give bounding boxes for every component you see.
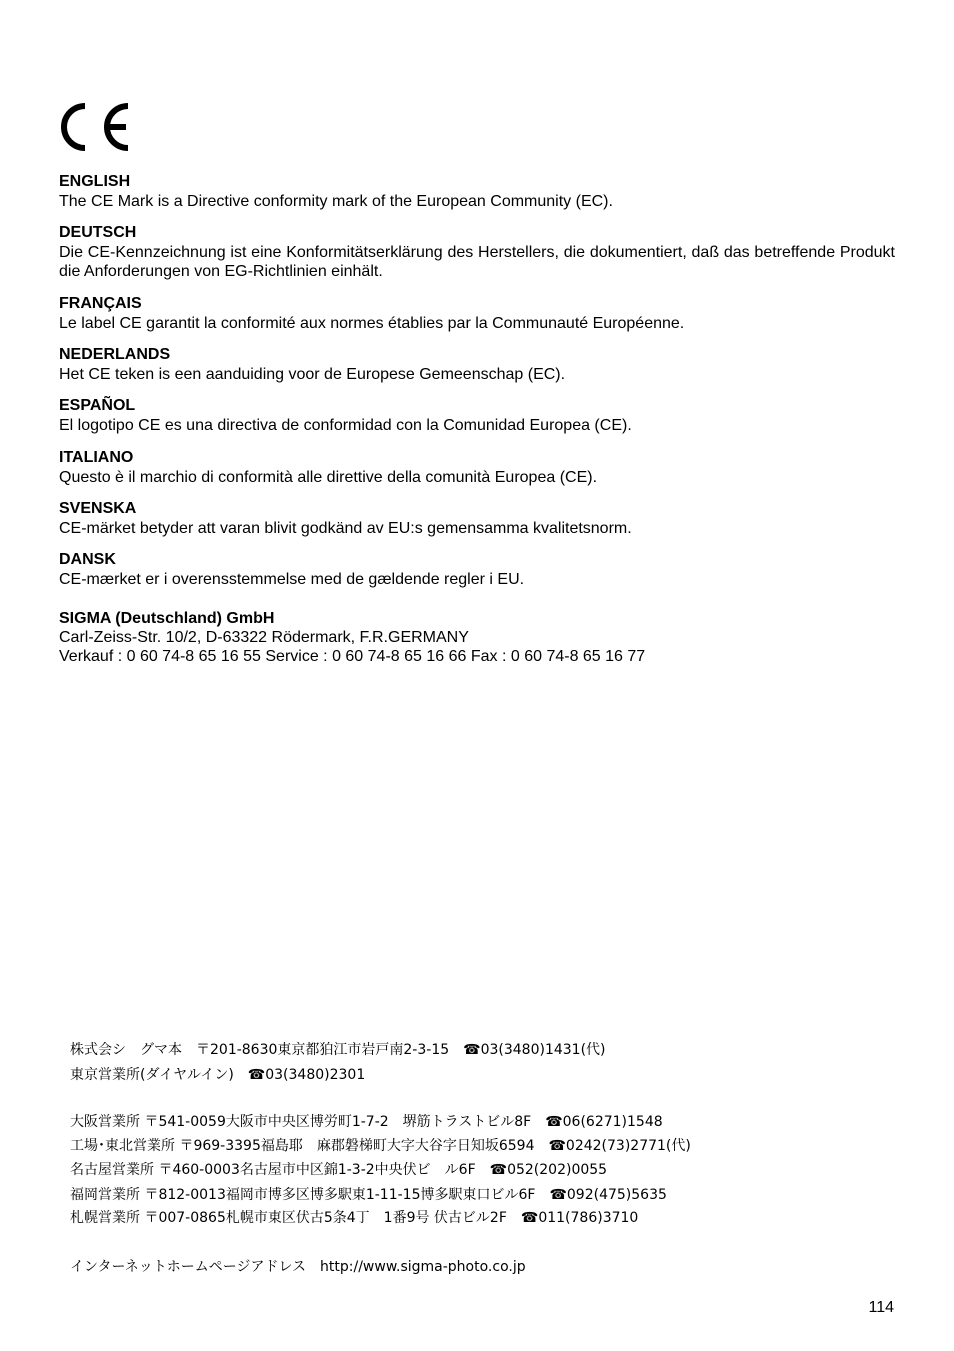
section-english	[59, 173, 895, 211]
page-number: 114	[868, 1299, 894, 1316]
section-heading: NEDERLANDS	[59, 346, 171, 363]
company-contacts: Verkauf : 0 60 74-8 65 16 55 Service : 0 60 74-8 65 16 66 Fax : 0 60 74-8 65 16 77	[59, 648, 646, 665]
section-francais	[59, 295, 895, 333]
jp-osaka-office: 大阪営業所 〒541-0059大阪市中央区博労町1-7-2 堺筋トラストビル8F ☎06(6271)1548	[70, 1114, 663, 1130]
section-text: Le label CE garantit la conformité aux normes établies par la Communauté Européenne.	[59, 315, 685, 332]
section-dansk	[59, 551, 895, 589]
section-heading: DEUTSCH	[59, 224, 137, 241]
section-deutsch	[59, 224, 895, 281]
section-text: The CE Mark is a Directive conformity mark of the European Community (EC).	[59, 193, 613, 210]
jp-website: インターネットホームページアドレス http://www.sigma-photo.co.jp	[70, 1259, 526, 1275]
jp-head-office: 株式会シ グマ本 〒201-8630東京都狛江市岩戸南2-3-15 ☎03(3480)1431(代)	[70, 1042, 606, 1058]
section-text: El logotipo CE es una directiva de conformidad con la Comunidad Europea (CE).	[59, 417, 632, 434]
section-text: Die CE-Kennzeichnung ist eine Konformitätserklärung des Herstellers, die dokumentiert, daß das betreffende Produkt die Anforderungen von EG-Richtlinien einhält.	[59, 244, 895, 280]
ce-mark-icon	[58, 100, 132, 154]
jp-sapporo-office: 札幌営業所 〒007-0865札幌市東区伏古5条4丁 1番9号 伏古ビル2F ☎011(786)3710	[70, 1210, 639, 1226]
company-name: SIGMA (Deutschland) GmbH	[59, 610, 275, 627]
section-svenska	[59, 500, 895, 538]
section-heading: SVENSKA	[59, 500, 137, 517]
section-heading: FRANÇAIS	[59, 295, 142, 312]
section-italiano	[59, 449, 895, 487]
section-text: CE-mærket er i overensstemmelse med de gældende regler i EU.	[59, 571, 525, 588]
section-nederlands	[59, 346, 895, 384]
jp-nagoya-office: 名古屋営業所 〒460-0003名古屋市中区錦1-3-2中央伏ビ ル6F ☎052(202)0055	[70, 1162, 608, 1178]
section-heading: ENGLISH	[59, 173, 131, 190]
section-heading: ITALIANO	[59, 449, 134, 466]
company-address: Carl-Zeiss-Str. 10/2, D-63322 Rödermark, F.R.GERMANY	[59, 629, 469, 646]
company-block	[59, 609, 895, 666]
jp-fukuoka-office: 福岡営業所 〒812-0013福岡市博多区博多駅東1-11-15博多駅東口ビル6F ☎092(475)5635	[70, 1187, 667, 1203]
jp-factory-tohoku-office: 工場･東北営業所 〒969-3395福島耶 麻郡磐梯町大字大谷字日知坂6594 ☎0242(73)2771(代)	[70, 1138, 691, 1154]
section-espanol	[59, 397, 895, 435]
section-heading: ESPAÑOL	[59, 397, 136, 414]
section-text: Het CE teken is een aanduiding voor de Europese Gemeenschap (EC).	[59, 366, 566, 383]
section-text: Questo è il marchio di conformità alle direttive della comunità Europea (CE).	[59, 469, 598, 486]
section-text: CE-märket betyder att varan blivit godkänd av EU:s gemensamma kvalitetsnorm.	[59, 520, 632, 537]
section-heading: DANSK	[59, 551, 116, 568]
jp-tokyo-office: 東京営業所(ダイヤルイン) ☎03(3480)2301	[70, 1067, 366, 1083]
